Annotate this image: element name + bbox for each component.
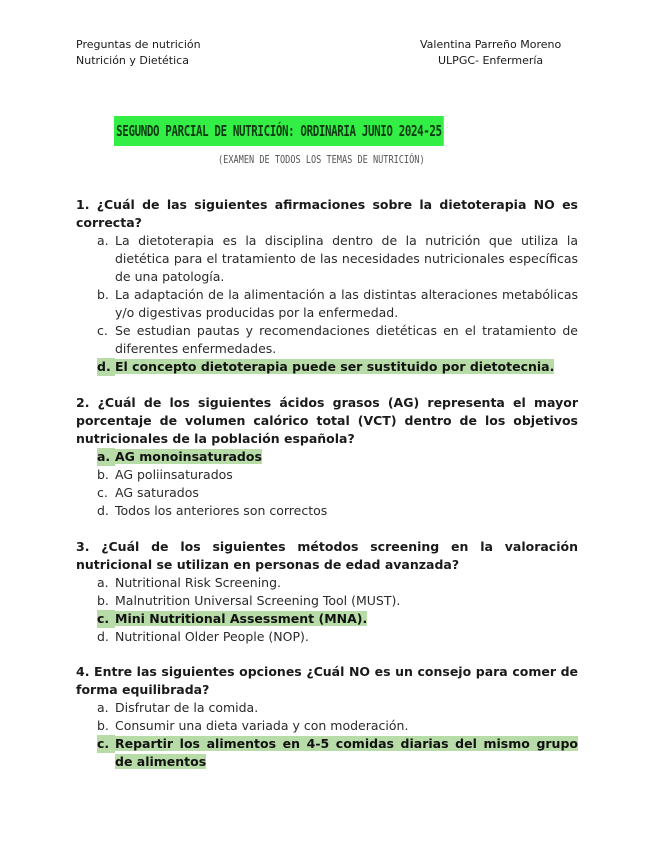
question-stem: 3. ¿Cuál de los siguientes métodos screening en la valoración nutricional se utilizan en personas de edad avanzada? <box>76 539 578 572</box>
option-letter: b. <box>97 593 109 608</box>
question-stem: 1. ¿Cuál de las siguientes afirmaciones sobre la dietoterapia NO es correcta? <box>76 197 578 230</box>
option-text: Malnutrition Universal Screening Tool (MUST). <box>115 593 401 608</box>
option-c-correct-answer <box>76 735 578 771</box>
header-course-name: Nutrición y Dietética <box>76 54 189 67</box>
option-d-correct-answer <box>76 358 578 376</box>
option-a-correct-answer <box>76 448 578 466</box>
option-text: Todos los anteriores son correctos <box>115 503 328 518</box>
question-1 <box>76 196 578 376</box>
option-letter: a. <box>97 575 109 590</box>
option-letter: a. <box>97 448 115 466</box>
option-text: Se estudian pautas y recomendaciones dietéticas en el tratamiento de diferentes enfermedades. <box>115 323 578 356</box>
option-letter: c. <box>97 323 108 338</box>
option-text: Consumir una dieta variada y con moderación. <box>115 718 409 733</box>
question-4 <box>76 663 578 771</box>
option-letter: d. <box>97 358 115 376</box>
option-letter: a. <box>97 700 109 715</box>
option-c <box>76 322 578 358</box>
option-text: Disfrutar de la comida. <box>115 700 259 715</box>
page-header-left <box>76 37 201 69</box>
question-3 <box>76 538 578 646</box>
header-course-topic: Preguntas de nutrición <box>76 38 201 51</box>
option-letter: c. <box>97 610 115 628</box>
page-header-right <box>420 37 561 69</box>
options-list <box>76 448 578 520</box>
option-letter: a. <box>97 233 109 248</box>
option-letter: c. <box>97 735 115 753</box>
options-list <box>76 699 578 771</box>
option-d <box>76 628 578 646</box>
option-text: La dietoterapia es la disciplina dentro de la nutrición que utiliza la dietética para el tratamiento de las necesidades nutricionales específicas de una patología. <box>115 233 578 284</box>
option-letter: b. <box>97 718 109 733</box>
header-author: Valentina Parreño Moreno <box>420 38 562 51</box>
question-stem: 4. Entre las siguientes opciones ¿Cuál NO es un consejo para comer de forma equilibrada? <box>76 664 578 697</box>
option-letter: b. <box>97 467 109 482</box>
option-a <box>76 232 578 286</box>
question-2 <box>76 394 578 520</box>
option-b <box>76 717 578 735</box>
options-list <box>76 574 578 646</box>
option-letter: d. <box>97 629 109 644</box>
option-text: La adaptación de la alimentación a las distintas alteraciones metabólicas y/o digestivas producidas por la enfermedad. <box>115 287 578 320</box>
option-c <box>76 484 578 502</box>
option-b <box>76 592 578 610</box>
option-c-correct-answer <box>76 610 578 628</box>
document-subtitle: (EXAMEN DE TODOS LOS TEMAS DE NUTRICIÓN) <box>218 153 425 166</box>
option-letter: b. <box>97 287 109 302</box>
option-text: Mini Nutritional Assessment (MNA). <box>115 611 368 626</box>
option-text: El concepto dietoterapia puede ser sustituido por dietotecnia. <box>115 359 555 374</box>
option-text: Nutritional Older People (NOP). <box>115 629 309 644</box>
options-list <box>76 232 578 376</box>
option-text: Nutritional Risk Screening. <box>115 575 281 590</box>
option-text: AG saturados <box>115 485 199 500</box>
option-b <box>76 286 578 322</box>
option-letter: d. <box>97 503 109 518</box>
header-institution: ULPGC- Enfermería <box>438 54 544 67</box>
question-stem: 2. ¿Cuál de los siguientes ácidos grasos (AG) representa el mayor porcentaje de volumen calórico total (VCT) dentro de los objetivos nutricionales de la población española? <box>76 395 578 446</box>
option-text: AG poliinsaturados <box>115 467 233 482</box>
option-text: Repartir los alimentos en 4-5 comidas diarias del mismo grupo de alimentos <box>115 736 578 769</box>
option-text: AG monoinsaturados <box>115 449 262 464</box>
document-title: SEGUNDO PARCIAL DE NUTRICIÓN: ORDINARIA JUNIO 2024-25 <box>114 116 444 146</box>
option-d <box>76 502 578 520</box>
option-a <box>76 574 578 592</box>
option-b <box>76 466 578 484</box>
option-a <box>76 699 578 717</box>
option-letter: c. <box>97 485 108 500</box>
